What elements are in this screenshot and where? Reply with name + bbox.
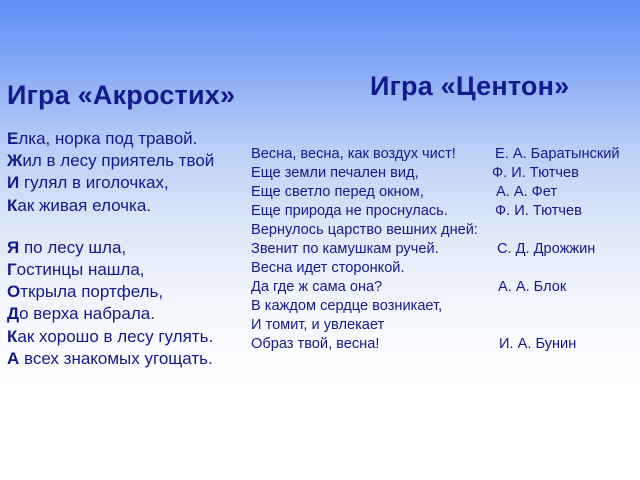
acrostic-initial-letter: К (7, 326, 18, 346)
acrostic-game-title: Игра «Акростих» (7, 80, 236, 110)
acrostic-line (7, 195, 242, 217)
cento-author: Е. А. Баратынский (495, 146, 620, 162)
acrostic-line (7, 281, 242, 303)
cento-line-text: Весна идет сторонкой. (251, 260, 405, 276)
acrostic-line-text: ак хорошо в лесу гулять. (17, 326, 214, 346)
acrostic-line (7, 348, 242, 370)
acrostic-line (7, 150, 242, 172)
acrostic-initial-letter: И (7, 173, 20, 193)
cento-line (251, 221, 636, 240)
cento-line (251, 316, 636, 335)
cento-line (251, 164, 636, 183)
cento-author: А. А. Фет (496, 184, 558, 200)
cento-game-title: Игра «Центон» (370, 71, 570, 101)
acrostic-line (7, 237, 242, 259)
cento-author: А. А. Блок (498, 279, 567, 295)
cento-line-text: Весна, весна, как воздух чист! (251, 146, 456, 162)
acrostic-line-text: остинцы нашла, (16, 260, 145, 280)
acrostic-line (7, 259, 242, 281)
acrostic-line (7, 303, 242, 325)
acrostic-initial-letter: Е (7, 129, 19, 148)
acrostic-initial-letter: Я (7, 237, 20, 257)
acrostic-line-text: ил в лесу приятель твой (22, 151, 215, 171)
acrostic-line-text: по лесу шла, (19, 237, 127, 257)
cento-line (251, 183, 636, 202)
cento-line-text: Вернулось царство вешних дней: (251, 222, 478, 238)
cento-line (251, 278, 636, 297)
cento-line (251, 297, 636, 316)
cento-line-text: Еще земли печален вид, (251, 165, 419, 181)
cento-author: С. Д. Дрожжин (497, 241, 596, 257)
cento-line (251, 240, 636, 259)
acrostic-line-text: о верха набрала. (19, 304, 155, 324)
cento-line-text: В каждом сердце возникает, (251, 298, 443, 314)
acrostic-line-text: ткрыла портфель, (20, 282, 164, 302)
cento-line-text: И томит, и увлекает (251, 317, 385, 333)
acrostic-line (7, 172, 242, 194)
acrostic-line-text: лка, норка под травой. (18, 129, 198, 148)
cento-line-text: Звенит по камушкам ручей. (251, 241, 439, 257)
cento-author: Ф. И. Тютчев (492, 165, 579, 181)
cento-line (251, 259, 636, 278)
acrostic-initial-letter: Д (7, 304, 20, 324)
acrostic-initial-letter: Ж (7, 151, 23, 171)
acrostic-initial-letter: О (7, 282, 21, 302)
cento-line-text: Еще природа не проснулась. (251, 203, 448, 219)
cento-line (251, 145, 636, 164)
cento-author: Ф. И. Тютчев (495, 203, 582, 219)
acrostic-initial-letter: А (7, 348, 20, 368)
acrostic-initial-letter: Г (7, 260, 17, 280)
cento-author: И. А. Бунин (499, 336, 577, 352)
acrostic-line-text: всех знакомых угощать. (19, 348, 213, 368)
acrostic-line (7, 128, 242, 150)
cento-line (251, 335, 636, 354)
cento-line-text: Образ твой, весна! (251, 336, 380, 352)
cento-line-text: Да где ж сама она? (251, 279, 383, 295)
acrostic-line-text: ак живая елочка. (17, 195, 152, 215)
cento-line (251, 202, 636, 221)
stanza-gap (7, 217, 242, 237)
acrostic-line (7, 326, 242, 348)
acrostic-poem (7, 128, 242, 370)
cento-poem (251, 145, 636, 354)
cento-line-text: Еще светло перед окном, (251, 184, 424, 200)
acrostic-line-text: гулял в иголочках, (19, 173, 169, 193)
acrostic-initial-letter: К (7, 195, 18, 215)
